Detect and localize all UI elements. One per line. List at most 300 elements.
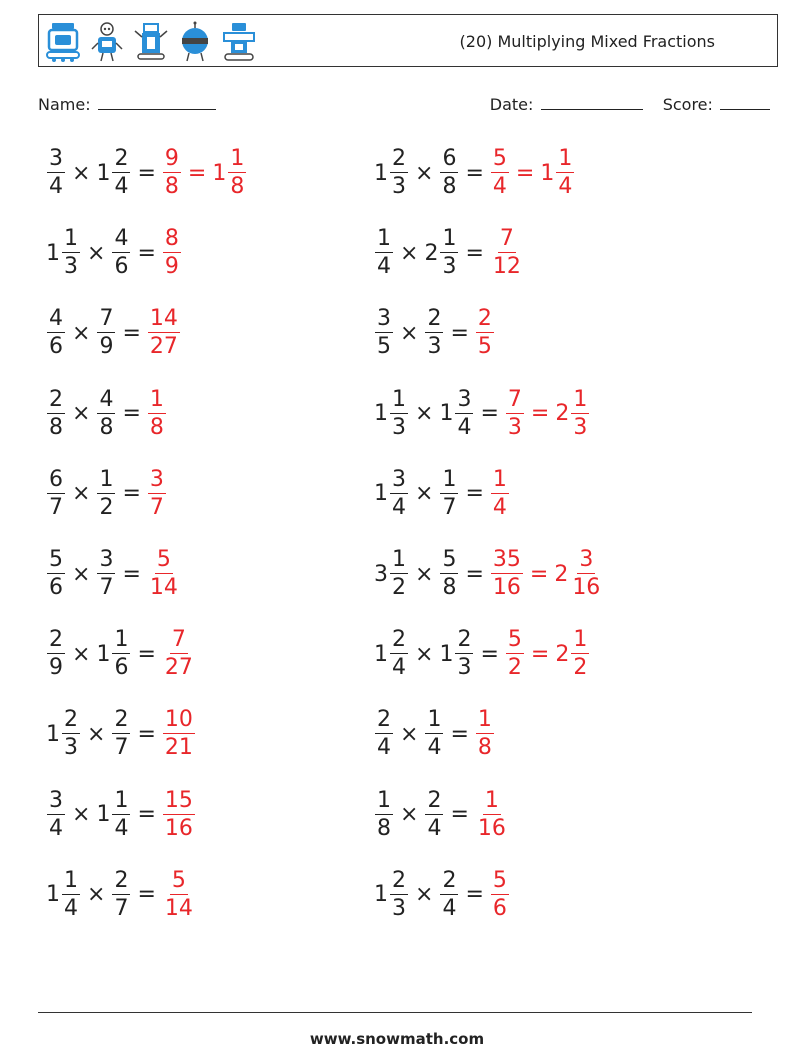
equals-sign: = <box>137 802 156 828</box>
fraction <box>375 709 393 759</box>
numerator: 9 <box>164 146 179 171</box>
mixed-number <box>111 867 131 921</box>
problem-item <box>46 782 196 848</box>
fraction <box>62 228 80 278</box>
numerator: 1 <box>392 386 406 412</box>
fraction <box>390 148 408 198</box>
equals-sign: = <box>137 641 156 667</box>
fraction <box>491 549 523 599</box>
denominator: 4 <box>49 815 63 841</box>
denominator: 2 <box>573 655 588 681</box>
mixed-number <box>424 709 444 759</box>
numerator: 2 <box>427 306 442 332</box>
fraction <box>148 308 180 358</box>
fraction <box>112 629 130 679</box>
denominator: 7 <box>49 494 63 520</box>
numerator: 1 <box>484 787 499 813</box>
numerator: 35 <box>492 547 521 572</box>
date-blank[interactable] <box>541 93 643 110</box>
date-label: Date: <box>489 95 534 114</box>
denominator: 3 <box>64 254 78 280</box>
fraction <box>390 466 408 520</box>
numerator: 3 <box>579 547 594 572</box>
denominator: 21 <box>164 735 193 761</box>
mixed-number <box>46 228 81 278</box>
whole-part: 1 <box>540 160 555 186</box>
mixed-number <box>162 709 196 759</box>
problem-item <box>374 862 510 928</box>
fraction <box>506 386 524 440</box>
problem-item <box>46 220 182 286</box>
denominator: 8 <box>164 174 179 199</box>
mixed-number <box>490 148 510 198</box>
whole-part: 1 <box>46 721 60 747</box>
mixed-number <box>439 867 459 921</box>
fraction <box>97 386 115 440</box>
problem-item <box>374 381 590 447</box>
fraction <box>375 787 393 841</box>
mixed-number <box>46 386 66 440</box>
mixed-number <box>96 308 116 358</box>
mixed-number <box>424 787 444 841</box>
denominator: 3 <box>392 414 406 440</box>
numerator: 1 <box>477 707 492 733</box>
mixed-number <box>162 148 182 198</box>
numerator: 1 <box>377 226 391 252</box>
fraction <box>455 386 473 440</box>
numerator: 6 <box>442 146 457 171</box>
mixed-number <box>162 867 196 921</box>
mixed-number <box>46 867 81 921</box>
fraction <box>440 228 458 278</box>
numerator: 1 <box>427 707 442 733</box>
denominator: 4 <box>392 655 406 681</box>
whole-part: 2 <box>554 561 569 587</box>
answer <box>490 466 510 520</box>
times-sign: × <box>72 802 91 828</box>
times-sign: × <box>72 561 91 587</box>
problem-item <box>46 461 167 527</box>
fraction <box>97 549 115 599</box>
denominator: 2 <box>392 575 406 600</box>
mixed-number <box>96 549 116 599</box>
numerator: 2 <box>457 627 472 653</box>
numerator: 1 <box>377 787 391 813</box>
numerator: 2 <box>392 146 406 171</box>
denominator: 4 <box>457 414 472 440</box>
denominator: 9 <box>99 334 114 360</box>
numerator: 7 <box>507 386 522 412</box>
denominator: 9 <box>49 655 63 681</box>
mixed-number <box>540 148 575 198</box>
equals-sign: = <box>122 401 141 427</box>
mixed-number <box>374 629 409 679</box>
numerator: 2 <box>392 867 406 893</box>
fraction <box>476 308 494 358</box>
denominator: 16 <box>492 575 521 600</box>
mixed-number <box>96 386 116 440</box>
equals-sign: = <box>187 160 207 186</box>
fraction <box>375 308 393 358</box>
denominator: 27 <box>164 655 193 681</box>
mixed-number <box>490 466 510 520</box>
numerator: 3 <box>99 547 114 572</box>
answer <box>490 867 510 921</box>
fraction <box>148 386 166 440</box>
numerator: 5 <box>492 146 507 171</box>
times-sign: × <box>415 882 434 908</box>
numerator: 14 <box>149 306 178 332</box>
fraction <box>97 466 115 520</box>
fraction <box>47 466 65 520</box>
answer <box>147 308 181 358</box>
times-sign: × <box>415 641 434 667</box>
problem-item <box>46 300 181 366</box>
equals-sign: = <box>137 882 156 908</box>
denominator: 4 <box>427 815 442 841</box>
equals-sign: = <box>480 401 499 427</box>
numerator: 2 <box>477 306 492 332</box>
fraction <box>62 867 80 921</box>
fraction <box>440 466 458 520</box>
name-blank[interactable] <box>98 93 216 110</box>
times-sign: × <box>415 561 434 587</box>
fraction <box>375 228 393 278</box>
mixed-number <box>439 629 474 679</box>
problem-item <box>46 701 196 767</box>
problem-item <box>374 541 603 607</box>
mixed-number <box>111 709 131 759</box>
whole-part: 1 <box>96 641 111 667</box>
mixed-number <box>46 308 66 358</box>
numerator: 7 <box>99 306 114 332</box>
numerator: 1 <box>573 386 588 412</box>
mixed-number <box>554 549 603 599</box>
times-sign: × <box>72 641 91 667</box>
answer <box>162 148 247 198</box>
fraction <box>112 228 130 278</box>
times-sign: × <box>72 320 91 346</box>
numerator: 1 <box>492 466 507 492</box>
whole-part: 1 <box>96 802 111 828</box>
numerator: 3 <box>377 306 391 332</box>
mixed-number <box>555 386 590 440</box>
answer <box>490 549 603 599</box>
mixed-number <box>46 549 66 599</box>
denominator: 6 <box>114 655 129 681</box>
denominator: 14 <box>149 575 178 600</box>
fraction <box>425 787 443 841</box>
problem-item <box>46 381 167 447</box>
numerator: 3 <box>149 466 164 492</box>
date-score-fields <box>490 93 770 114</box>
mixed-number <box>374 867 409 921</box>
fraction <box>491 466 509 520</box>
denominator: 8 <box>477 735 492 761</box>
fraction <box>163 629 195 679</box>
equals-sign: = <box>529 561 549 587</box>
times-sign: × <box>400 320 419 346</box>
problem-item <box>46 541 181 607</box>
worksheet-header <box>38 14 778 67</box>
answer <box>162 629 196 679</box>
whole-part: 1 <box>96 160 111 186</box>
numerator: 4 <box>49 306 63 332</box>
denominator: 12 <box>492 254 521 280</box>
mixed-number <box>212 148 247 198</box>
answer <box>162 228 182 278</box>
numerator: 10 <box>164 707 193 733</box>
whole-part: 2 <box>555 641 570 667</box>
numerator: 2 <box>49 627 63 653</box>
numerator: 2 <box>114 867 129 893</box>
times-sign: × <box>72 160 91 186</box>
mixed-number <box>374 709 394 759</box>
fraction <box>425 308 443 358</box>
problem-item <box>46 862 196 928</box>
fraction <box>491 148 509 198</box>
denominator: 16 <box>572 575 601 600</box>
score-blank[interactable] <box>720 93 770 110</box>
numerator: 15 <box>164 787 193 813</box>
denominator: 8 <box>99 414 114 440</box>
name-label: Name: <box>38 95 91 114</box>
equals-sign: = <box>480 641 499 667</box>
numerator: 2 <box>114 707 129 733</box>
fraction <box>390 629 408 679</box>
equals-sign: = <box>122 561 141 587</box>
denominator: 4 <box>377 254 391 280</box>
mixed-number <box>475 787 509 841</box>
fraction <box>112 867 130 921</box>
mixed-number <box>505 386 525 440</box>
equals-sign: = <box>137 240 156 266</box>
numerator: 1 <box>558 146 573 171</box>
fraction <box>47 549 65 599</box>
numerator: 5 <box>156 547 171 572</box>
numerator: 5 <box>49 547 63 572</box>
times-sign: × <box>415 481 434 507</box>
problem-item <box>374 621 590 687</box>
mixed-number <box>439 466 459 520</box>
numerator: 7 <box>171 627 186 653</box>
denominator: 6 <box>49 334 63 360</box>
problem-item <box>374 701 495 767</box>
answer <box>162 787 196 841</box>
fraction <box>112 709 130 759</box>
times-sign: × <box>72 401 91 427</box>
numerator: 1 <box>392 547 406 572</box>
mixed-number <box>96 629 131 679</box>
numerator: 3 <box>392 466 406 492</box>
equals-sign: = <box>450 802 469 828</box>
problem-item <box>374 140 575 206</box>
denominator: 2 <box>99 494 114 520</box>
numerator: 3 <box>457 386 472 412</box>
numerator: 1 <box>230 146 245 171</box>
numerator: 4 <box>99 386 114 412</box>
denominator: 4 <box>377 735 391 761</box>
denominator: 4 <box>492 174 507 199</box>
worksheet-title: (20) Multiplying Mixed Fractions <box>459 32 715 51</box>
fraction <box>148 466 166 520</box>
mixed-number <box>147 466 167 520</box>
fraction <box>163 787 195 841</box>
denominator: 6 <box>49 575 63 600</box>
mixed-number <box>490 228 524 278</box>
equals-sign: = <box>450 320 469 346</box>
equals-sign: = <box>465 561 484 587</box>
numerator: 5 <box>171 867 186 893</box>
answer <box>475 787 509 841</box>
fraction <box>97 308 115 358</box>
equals-sign: = <box>530 641 550 667</box>
denominator: 3 <box>507 414 522 440</box>
mixed-number <box>374 549 409 599</box>
whole-part: 1 <box>374 160 388 186</box>
numerator: 1 <box>114 627 129 653</box>
fraction <box>491 228 523 278</box>
equals-sign: = <box>515 160 535 186</box>
whole-part: 1 <box>46 882 60 908</box>
mixed-number <box>46 629 66 679</box>
answer <box>147 386 167 440</box>
numerator: 7 <box>499 226 514 252</box>
mixed-number <box>147 549 181 599</box>
mixed-number <box>374 386 409 440</box>
numerator: 2 <box>114 146 129 171</box>
fraction <box>163 709 195 759</box>
problem-item <box>374 461 510 527</box>
denominator: 27 <box>149 334 178 360</box>
numerator: 1 <box>99 466 114 492</box>
mixed-number <box>162 228 182 278</box>
problem-item <box>46 140 247 206</box>
mixed-number <box>490 867 510 921</box>
mixed-number <box>162 787 196 841</box>
whole-part: 1 <box>212 160 227 186</box>
numerator: 2 <box>64 707 78 733</box>
denominator: 4 <box>114 815 129 841</box>
answer <box>147 549 181 599</box>
numerator: 2 <box>392 627 406 653</box>
equals-sign: = <box>122 481 141 507</box>
mixed-number <box>475 308 495 358</box>
fraction <box>148 549 180 599</box>
numerator: 5 <box>507 627 522 653</box>
robot-icons <box>45 21 257 63</box>
denominator: 3 <box>427 334 442 360</box>
denominator: 4 <box>442 895 457 921</box>
denominator: 16 <box>164 815 193 841</box>
fraction <box>455 629 473 679</box>
whole-part: 1 <box>374 641 388 667</box>
denominator: 4 <box>49 174 63 199</box>
fraction <box>163 148 181 198</box>
numerator: 8 <box>164 226 179 252</box>
mixed-number <box>147 386 167 440</box>
mixed-number <box>111 228 131 278</box>
fraction <box>47 787 65 841</box>
whole-part: 1 <box>439 641 454 667</box>
denominator: 4 <box>492 494 507 520</box>
numerator: 2 <box>427 787 442 813</box>
times-sign: × <box>72 481 91 507</box>
fraction <box>390 867 408 921</box>
fraction <box>228 148 246 198</box>
fraction <box>112 787 130 841</box>
numerator: 5 <box>442 547 457 572</box>
fraction <box>163 228 181 278</box>
mixed-number <box>96 466 116 520</box>
numerator: 1 <box>64 226 78 252</box>
fraction <box>47 148 65 198</box>
mixed-number <box>505 629 525 679</box>
mixed-number <box>424 308 444 358</box>
denominator: 6 <box>492 895 507 921</box>
denominator: 3 <box>392 174 406 199</box>
fraction <box>163 867 195 921</box>
numerator: 5 <box>492 867 507 893</box>
footer-url: www.snowmath.com <box>309 1030 485 1048</box>
answer <box>505 386 590 440</box>
fraction <box>112 148 130 198</box>
robot-icon <box>177 21 213 63</box>
fraction <box>390 386 408 440</box>
times-sign: × <box>87 240 106 266</box>
mixed-number <box>162 629 196 679</box>
mixed-number <box>374 228 394 278</box>
mixed-number <box>374 148 409 198</box>
denominator: 3 <box>442 254 457 280</box>
numerator: 1 <box>149 386 164 412</box>
fraction <box>440 148 458 198</box>
mixed-number <box>46 709 81 759</box>
mixed-number <box>439 549 459 599</box>
numerator: 4 <box>114 226 129 252</box>
numerator: 2 <box>442 867 457 893</box>
numerator: 1 <box>114 787 129 813</box>
denominator: 2 <box>507 655 522 681</box>
footer-divider <box>38 1012 752 1013</box>
denominator: 3 <box>573 414 588 440</box>
equals-sign: = <box>530 401 550 427</box>
numerator: 1 <box>442 466 457 492</box>
whole-part: 1 <box>374 401 388 427</box>
denominator: 14 <box>164 895 193 921</box>
fraction <box>571 629 589 679</box>
answer <box>475 709 495 759</box>
answer <box>490 148 575 198</box>
whole-part: 3 <box>374 561 388 587</box>
fraction <box>47 386 65 440</box>
denominator: 4 <box>427 735 442 761</box>
robot-icon <box>89 21 125 63</box>
fraction <box>570 549 602 599</box>
mixed-number <box>490 549 524 599</box>
fraction <box>390 549 408 599</box>
problem-item <box>374 220 524 286</box>
denominator: 8 <box>377 815 391 841</box>
mixed-number <box>96 787 131 841</box>
denominator: 7 <box>114 895 129 921</box>
problem-item <box>374 300 495 366</box>
denominator: 16 <box>477 815 506 841</box>
denominator: 7 <box>442 494 457 520</box>
name-field <box>38 93 216 114</box>
denominator: 7 <box>149 494 164 520</box>
fraction <box>440 549 458 599</box>
